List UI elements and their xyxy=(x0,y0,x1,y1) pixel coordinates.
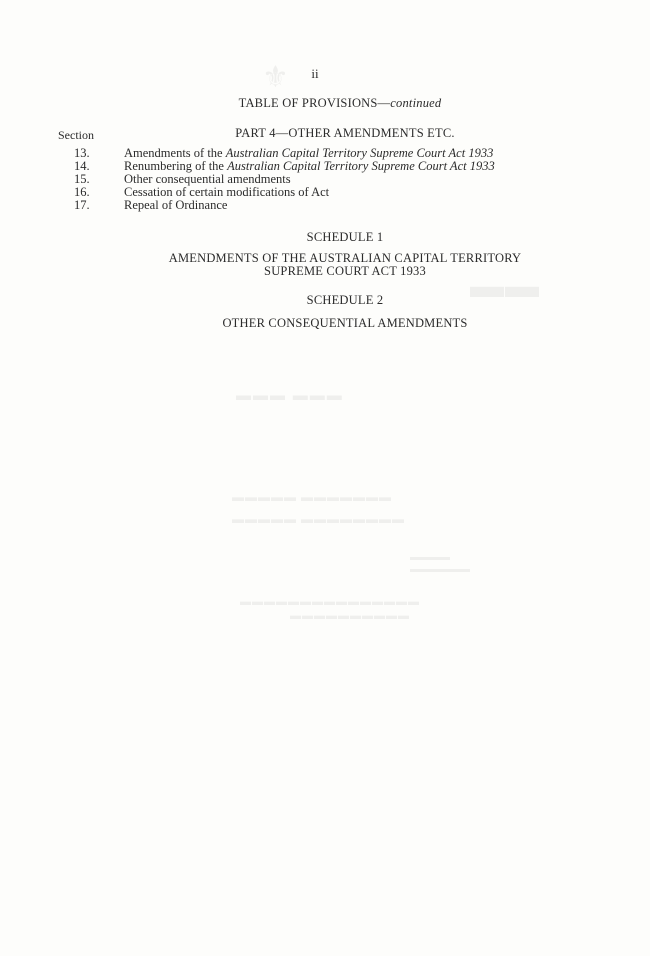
bleed-through-mark: ▬▬ xyxy=(470,268,540,305)
schedule-1-title xyxy=(130,252,560,278)
provision-title-act: Australian Capital Territory Supreme Court Act 1933 xyxy=(227,159,495,173)
provision-title-text: Amendments of the xyxy=(124,146,226,160)
provision-number: 13. xyxy=(74,146,90,160)
schedule-1-heading: SCHEDULE 1 xyxy=(306,230,384,244)
section-column-label: Section xyxy=(58,128,94,142)
provision-number: 15. xyxy=(74,172,90,186)
schedule-1-title-line-2: SUPREME COURT ACT 1933 xyxy=(264,264,426,278)
bleed-through-crest: ⚜ xyxy=(262,61,289,94)
bleed-through-mark: ▬▬▬▬ xyxy=(410,552,450,563)
schedule-1-title-line-1: AMENDMENTS OF THE AUSTRALIAN CAPITAL TERRITORY xyxy=(168,251,522,265)
provision-number: 17. xyxy=(74,198,90,212)
provision-title-text: Renumbering of the xyxy=(124,159,228,173)
provision-title-act: Australian Capital Territory Supreme Court Act 1933 xyxy=(225,146,494,160)
bleed-through-mark: ▬▬▬▬▬ ▬▬▬▬▬▬▬▬ xyxy=(232,512,405,526)
bleed-through-mark: ▬▬▬▬▬▬ xyxy=(410,564,470,575)
part-heading: PART 4—OTHER AMENDMENTS ETC. xyxy=(235,126,455,140)
provision-number: 14. xyxy=(74,159,90,173)
bleed-through-mark: ▬▬▬ ▬▬▬ xyxy=(236,388,344,404)
provision-item xyxy=(60,199,580,212)
toc-heading-text: TABLE OF PROVISIONS— xyxy=(238,96,391,110)
bleed-through-mark: ▬▬▬▬▬▬▬▬▬▬ xyxy=(290,610,410,622)
bleed-through-mark: ▬▬▬▬▬ ▬▬▬▬▬▬▬ xyxy=(232,490,392,504)
table-of-provisions-heading xyxy=(160,96,520,111)
page-number: ii xyxy=(311,66,319,81)
provisions-list xyxy=(60,147,580,212)
provision-title: Repeal of Ordinance xyxy=(124,198,228,212)
toc-heading-continued: continued xyxy=(390,96,442,110)
provision-title: Cessation of certain modifications of Act xyxy=(124,185,330,199)
provision-title: Other consequential amendments xyxy=(124,172,291,186)
schedule-2-heading: SCHEDULE 2 xyxy=(306,293,384,307)
schedule-2-title: OTHER CONSEQUENTIAL AMENDMENTS xyxy=(222,316,468,330)
provision-number: 16. xyxy=(74,185,90,199)
bleed-through-mark: ▬▬▬▬▬▬▬▬▬▬▬▬▬▬▬ xyxy=(240,596,420,608)
